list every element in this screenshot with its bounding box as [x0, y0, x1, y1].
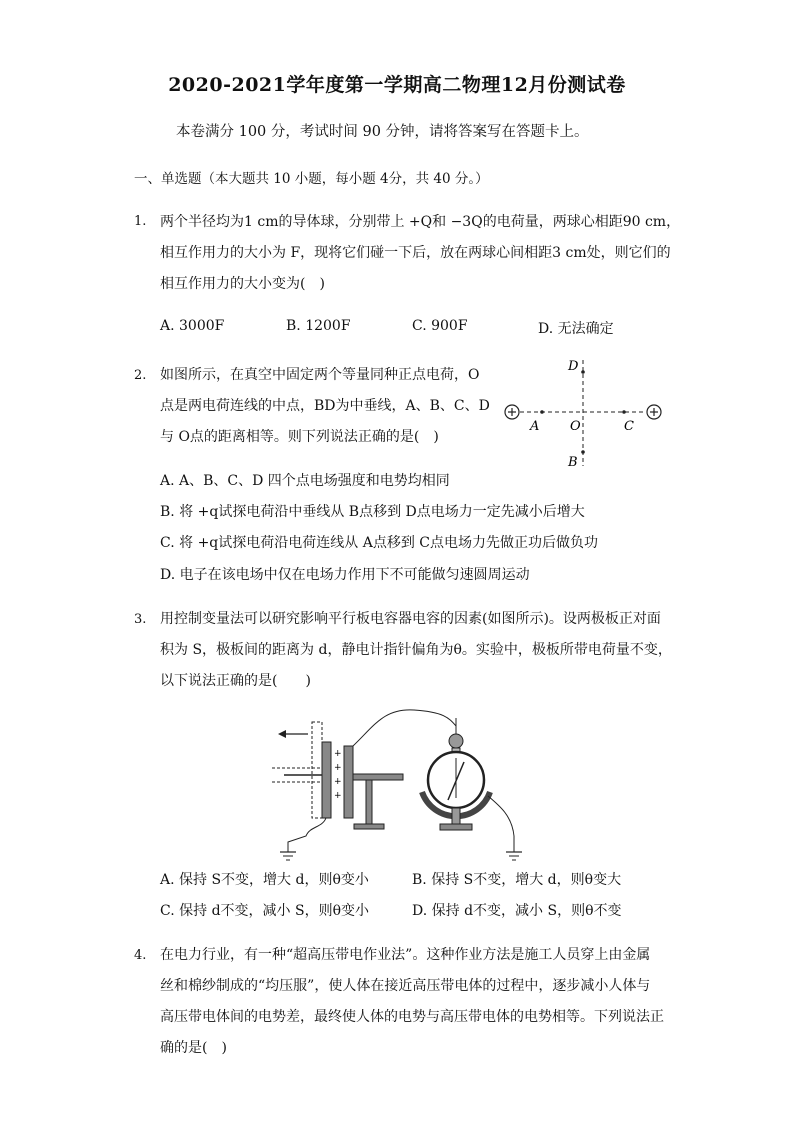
question-text-line: 点是两电荷连线的中点，BD为中垂线，A、B、C、D	[160, 398, 490, 414]
label-a: A	[530, 419, 540, 434]
exam-instructions: 本卷满分 100 分，考试时间 90 分钟，请将答案写在答题卡上。	[176, 124, 589, 140]
charge-diagram	[498, 352, 668, 474]
option-a: A. 3000F	[160, 318, 225, 334]
section-heading: 一、单选题（本大题共 10 小题，每小题 4分，共 40 分。）	[134, 171, 489, 187]
question-number: 1.	[134, 214, 147, 229]
option-b: B. 1200F	[286, 318, 351, 334]
label-c: C	[624, 419, 634, 434]
option-d: D. 保持 d不变，减小 S，则θ不变	[412, 903, 622, 919]
question-number: 4.	[134, 948, 147, 963]
question-text-line: 高压带电体间的电势差，最终使人体的电势与高压带电体的电势相等。下列说法正	[160, 1009, 664, 1025]
svg-text:+: +	[334, 777, 342, 787]
option-a: A. A、B、C、D 四个点电场强度和电势均相同	[160, 473, 450, 489]
question-text-line: 以下说法正确的是( )	[160, 673, 311, 689]
label-b: B	[568, 455, 578, 470]
question-text-line: 丝和棉纱制成的“均压服”，使人体在接近高压带电体的过程中，逐步减小人体与	[160, 978, 651, 994]
svg-text:+: +	[334, 763, 342, 773]
question-text-line: 相互作用力的大小为 F，现将它们碰一下后，放在两球心间相距3 cm处，则它们的	[160, 245, 671, 261]
question-text-line: 如图所示，在真空中固定两个等量同种正点电荷，O	[160, 367, 480, 383]
option-c: C. 保持 d不变，减小 S，则θ变小	[160, 903, 369, 919]
svg-text:+: +	[334, 749, 342, 759]
question-text-line: 两个半径均为1 cm的导体球，分别带上 +Q和 −3Q的电荷量，两球心相距90 cm，	[160, 214, 681, 230]
question-text-line: 相互作用力的大小变为( )	[160, 276, 325, 292]
question-text-line: 确的是( )	[160, 1040, 227, 1056]
option-c: C. 将 +q试探电荷沿电荷连线从 A点移到 C点电场力先做正功后做负功	[160, 535, 598, 551]
question-text-line: 用控制变量法可以研究影响平行板电容器电容的因素(如图所示)。设两极板正对面	[160, 611, 661, 627]
capacitor-electrometer-diagram	[264, 706, 534, 866]
label-o: O	[570, 419, 581, 434]
option-b: B. 将 +q试探电荷沿中垂线从 B点移到 D点电场力一定先减小后增大	[160, 504, 585, 520]
question-number: 3.	[134, 612, 147, 627]
option-a: A. 保持 S不变，增大 d，则θ变小	[160, 872, 369, 888]
svg-text:+: +	[334, 791, 342, 801]
option-d: D. 无法确定	[538, 321, 614, 337]
question-text-line: 与 O点的距离相等。则下列说法正确的是( )	[160, 429, 439, 445]
label-d: D	[568, 359, 579, 374]
page-title: 2020-2021学年度第一学期高二物理12月份测试卷	[168, 74, 626, 96]
question-number: 2.	[134, 368, 147, 383]
question-text-line: 积为 S，极板间的距离为 d，静电计指针偏角为θ。实验中，极板所带电荷量不变，	[160, 642, 672, 658]
option-d: D. 电子在该电场中仅在电场力作用下不可能做匀速圆周运动	[160, 567, 530, 583]
option-c: C. 900F	[412, 318, 468, 334]
question-text-line: 在电力行业，有一种“超高压带电作业法”。这种作业方法是施工人员穿上由金属	[160, 947, 651, 963]
option-b: B. 保持 S不变，增大 d，则θ变大	[412, 872, 622, 888]
